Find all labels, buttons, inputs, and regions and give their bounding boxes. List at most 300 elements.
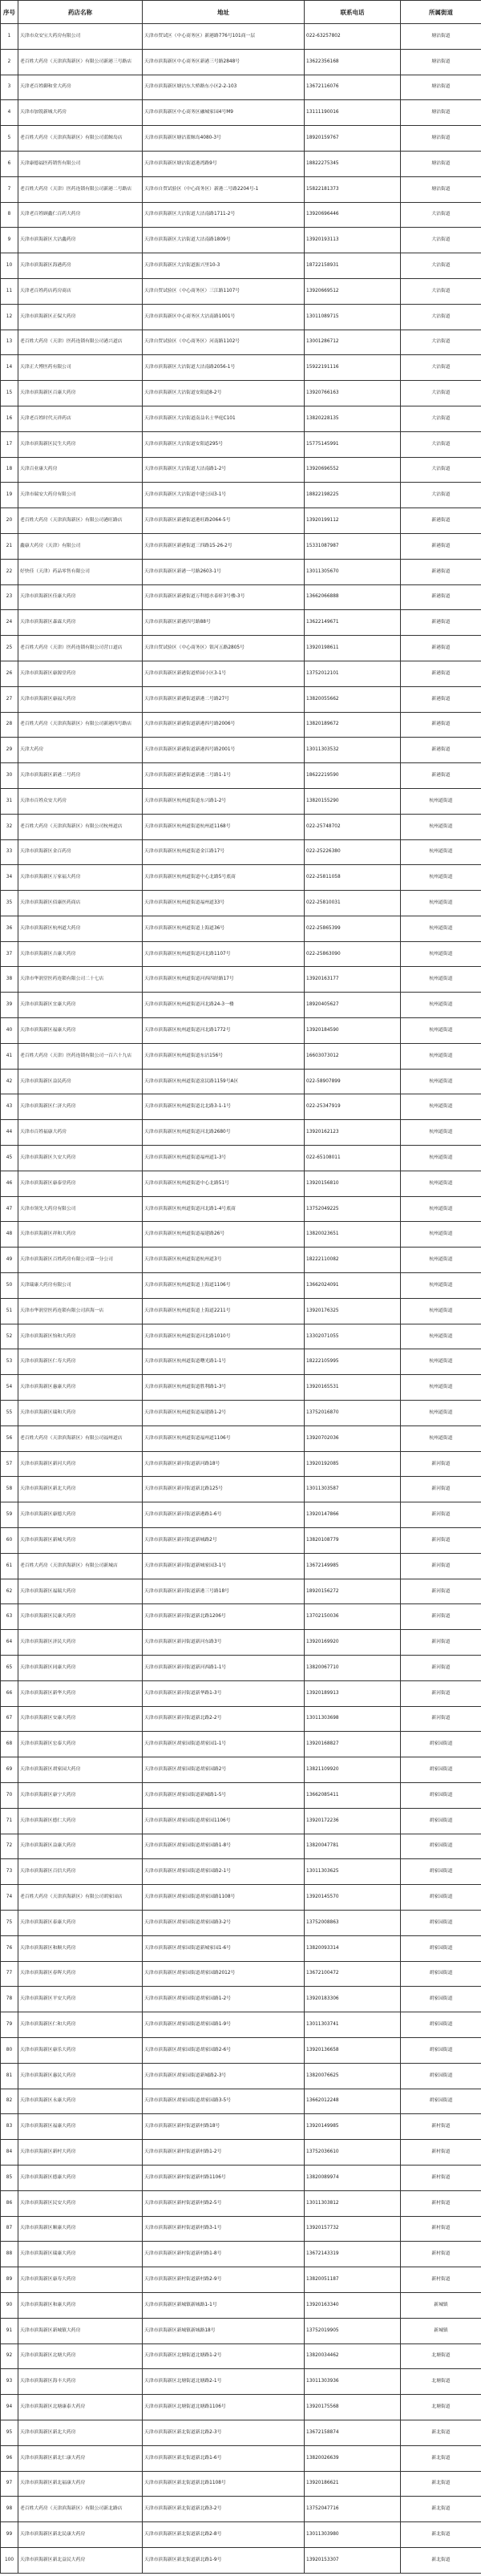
pharmacy-address: 天津市滨海新区新河街道新河路18号 bbox=[143, 1451, 305, 1477]
table-row bbox=[1, 202, 481, 228]
pharmacy-address: 天津市滨海新区胡家园街道胡家园1-1号 bbox=[143, 1732, 305, 1757]
pharmacy-address: 天津市滨海新区胡家园街道胡家园1106号 bbox=[143, 1808, 305, 1834]
table-row bbox=[1, 1935, 481, 1961]
table-row bbox=[1, 839, 481, 865]
pharmacy-name: 天津市滨海新区福康大药房 bbox=[18, 2114, 143, 2140]
pharmacy-address: 天津市滨海新区新北街道新北路1-6号 bbox=[143, 2445, 305, 2471]
row-seq: 65 bbox=[1, 1656, 18, 1681]
row-seq: 38 bbox=[1, 967, 18, 993]
pharmacy-phone: 13920147866 bbox=[305, 1502, 401, 1528]
table-row bbox=[1, 1553, 481, 1579]
pharmacy-street: 杭州道街道 bbox=[401, 1222, 481, 1248]
table-row bbox=[1, 1579, 481, 1604]
row-seq: 77 bbox=[1, 1961, 18, 1987]
pharmacy-name: 天津市滨海新区春晖大药房 bbox=[18, 1961, 143, 1987]
table-row bbox=[1, 1349, 481, 1375]
pharmacy-street: 杭州道街道 bbox=[401, 1196, 481, 1222]
pharmacy-street: 杭州道街道 bbox=[401, 1018, 481, 1044]
row-seq: 72 bbox=[1, 1834, 18, 1859]
pharmacy-phone: 022-25865399 bbox=[305, 916, 401, 941]
pharmacy-name: 天津市滨海新区杭州道大药房 bbox=[18, 916, 143, 941]
pharmacy-address: 天津市滨海新区胡家园街道胡家园路2012号 bbox=[143, 1961, 305, 1987]
table-row bbox=[1, 228, 481, 253]
pharmacy-name: 天津市滨海新区和康大药房 bbox=[18, 2292, 143, 2318]
pharmacy-street: 新港街道 bbox=[401, 712, 481, 738]
pharmacy-name: 天津市滨海新区福瑞大药房 bbox=[18, 1579, 143, 1604]
pharmacy-name: 老百姓大药房（天津滨海新区）有限公司港旺路店 bbox=[18, 508, 143, 534]
pharmacy-phone: 13820067710 bbox=[305, 1656, 401, 1681]
table-row bbox=[1, 483, 481, 508]
pharmacy-name: 天津市滨海新区康源堂药房 bbox=[18, 661, 143, 686]
pharmacy-street: 大沽街道 bbox=[401, 457, 481, 483]
pharmacy-phone: 13702150036 bbox=[305, 1604, 401, 1630]
table-row bbox=[1, 1069, 481, 1094]
pharmacy-address: 天津市滨海新区新河街道新港路1-6号 bbox=[143, 1502, 305, 1528]
table-row bbox=[1, 1910, 481, 1935]
pharmacy-street: 大沽街道 bbox=[401, 202, 481, 228]
pharmacy-name: 天津市滨海新区济民大药房 bbox=[18, 1630, 143, 1656]
pharmacy-street: 新北街道 bbox=[401, 2471, 481, 2497]
pharmacy-name: 天津市滨海新区百信大药房 bbox=[18, 1859, 143, 1885]
table-row bbox=[1, 2063, 481, 2089]
pharmacy-name: 天津市滨海新区新北大药房 bbox=[18, 1477, 143, 1502]
pharmacy-name: 天津市滨海新区金百药房 bbox=[18, 839, 143, 865]
pharmacy-name: 天津市滨海新区康福大药房 bbox=[18, 686, 143, 712]
table-row bbox=[1, 1604, 481, 1630]
table-row bbox=[1, 75, 481, 100]
table-row bbox=[1, 1324, 481, 1349]
pharmacy-phone: 13920183306 bbox=[305, 1987, 401, 2012]
pharmacy-street: 新港街道 bbox=[401, 584, 481, 610]
pharmacy-phone: 13820228135 bbox=[305, 406, 401, 431]
pharmacy-phone: 18822275345 bbox=[305, 151, 401, 176]
pharmacy-phone: 13662024091 bbox=[305, 1273, 401, 1299]
row-seq: 20 bbox=[1, 508, 18, 534]
pharmacy-phone: 13820023651 bbox=[305, 1222, 401, 1248]
pharmacy-address: 天津市滨海新区杭州道街道福州道1106号 bbox=[143, 1425, 305, 1451]
table-row bbox=[1, 1961, 481, 1987]
table-row bbox=[1, 304, 481, 330]
pharmacy-address: 天津市滨海新区新河街道新北路125号 bbox=[143, 1477, 305, 1502]
row-seq: 43 bbox=[1, 1094, 18, 1120]
pharmacy-street: 大沽街道 bbox=[401, 330, 481, 355]
pharmacy-address: 天津市滨海新区胡家园街道胡家园路3-2号 bbox=[143, 1910, 305, 1935]
table-row bbox=[1, 1018, 481, 1044]
table-row bbox=[1, 1094, 481, 1120]
pharmacy-name: 天津百业康大药房 bbox=[18, 457, 143, 483]
pharmacy-street: 胡家园街道 bbox=[401, 1885, 481, 1911]
row-seq: 63 bbox=[1, 1604, 18, 1630]
pharmacy-address: 天津市滨海新区新村街道新村路1-2号 bbox=[143, 2140, 305, 2166]
pharmacy-phone: 13820108779 bbox=[305, 1528, 401, 1554]
pharmacy-street: 胡家园街道 bbox=[401, 1834, 481, 1859]
row-seq: 87 bbox=[1, 2216, 18, 2242]
table-row bbox=[1, 431, 481, 457]
pharmacy-street: 塘沽街道 bbox=[401, 100, 481, 126]
table-row bbox=[1, 1401, 481, 1426]
pharmacy-address: 天津市滨海新区新河街道新北路2-2号 bbox=[143, 1706, 305, 1732]
pharmacy-street: 胡家园街道 bbox=[401, 1987, 481, 2012]
table-row bbox=[1, 2089, 481, 2114]
pharmacy-street: 塘沽街道 bbox=[401, 151, 481, 176]
pharmacy-phone: 13001286712 bbox=[305, 330, 401, 355]
pharmacy-address: 天津市滨海新区塘沽街道港湾路9号 bbox=[143, 151, 305, 176]
row-seq: 21 bbox=[1, 533, 18, 559]
pharmacy-name: 老百姓大药房（天津滨海新区）有限公司新北路店 bbox=[18, 2497, 143, 2522]
pharmacy-street: 新城镇 bbox=[401, 2292, 481, 2318]
pharmacy-phone: 13920189913 bbox=[305, 1680, 401, 1706]
pharmacy-name: 天津市滨海新区佰康医药商店 bbox=[18, 891, 143, 916]
pharmacy-phone: 15822181373 bbox=[305, 176, 401, 202]
pharmacy-name: 天津市滨海新区百姓药房有限公司第一分公司 bbox=[18, 1248, 143, 1273]
pharmacy-phone: 022-25811058 bbox=[305, 865, 401, 891]
pharmacy-address: 天津自贸试验区（中心商务区）三江路1107号 bbox=[143, 278, 305, 304]
pharmacy-street: 新村街道 bbox=[401, 2165, 481, 2190]
pharmacy-phone: 13672149985 bbox=[305, 1553, 401, 1579]
table-row bbox=[1, 610, 481, 636]
table-row bbox=[1, 891, 481, 916]
pharmacy-phone: 13820189672 bbox=[305, 712, 401, 738]
row-seq: 58 bbox=[1, 1477, 18, 1502]
pharmacy-phone: 13111190016 bbox=[305, 100, 401, 126]
pharmacy-street: 塘沽街道 bbox=[401, 75, 481, 100]
pharmacy-name: 天津市滨海新区永康大药房 bbox=[18, 2089, 143, 2114]
pharmacy-address: 天津市滨海新区杭州道街道上海道1106号 bbox=[143, 1273, 305, 1299]
pharmacy-phone: 13672116076 bbox=[305, 75, 401, 100]
pharmacy-phone: 13011305670 bbox=[305, 559, 401, 584]
pharmacy-street: 新北街道 bbox=[401, 2420, 481, 2445]
row-seq: 34 bbox=[1, 865, 18, 891]
row-seq: 31 bbox=[1, 788, 18, 814]
pharmacy-name: 天津市滨海新区仁济大药房 bbox=[18, 1094, 143, 1120]
row-seq: 84 bbox=[1, 2140, 18, 2166]
pharmacy-phone: 18722158931 bbox=[305, 253, 401, 279]
pharmacy-address: 天津市滨海新区新城镇新城路18号 bbox=[143, 2318, 305, 2343]
pharmacy-street: 大沽街道 bbox=[401, 381, 481, 406]
row-seq: 79 bbox=[1, 2012, 18, 2038]
pharmacy-street: 杭州道街道 bbox=[401, 1146, 481, 1171]
pharmacy-phone: 13820026639 bbox=[305, 2445, 401, 2471]
pharmacy-name: 天津市滨海新区新港二号药房 bbox=[18, 763, 143, 789]
table-row bbox=[1, 100, 481, 126]
pharmacy-phone: 13672158874 bbox=[305, 2420, 401, 2445]
pharmacy-address: 天津市滨海新区新港街道三四路15-26-2号 bbox=[143, 533, 305, 559]
row-seq: 13 bbox=[1, 330, 18, 355]
table-row bbox=[1, 24, 481, 50]
pharmacy-street: 杭州道街道 bbox=[401, 1094, 481, 1120]
table-row bbox=[1, 1834, 481, 1859]
pharmacy-phone: 022-65108011 bbox=[305, 1146, 401, 1171]
table-row bbox=[1, 1171, 481, 1196]
pharmacy-name: 天津市滨海新区康德大药房 bbox=[18, 1502, 143, 1528]
table-row bbox=[1, 278, 481, 304]
pharmacy-name: 天津市滨海新区顺康大药房 bbox=[18, 2216, 143, 2242]
pharmacy-address: 天津市滨海新区新港街道新港二号路1-1号 bbox=[143, 763, 305, 789]
pharmacy-phone: 18222110082 bbox=[305, 1248, 401, 1273]
pharmacy-name: 天津市滨海新区惠民大药房 bbox=[18, 2063, 143, 2089]
row-seq: 49 bbox=[1, 1248, 18, 1273]
pharmacy-name: 老百姓大药房（天津滨海新区）有限公司新港三号路店 bbox=[18, 49, 143, 75]
pharmacy-street: 新河街道 bbox=[401, 1553, 481, 1579]
pharmacy-name: 天津市滨海新区怡和大药房 bbox=[18, 1324, 143, 1349]
row-seq: 5 bbox=[1, 126, 18, 152]
pharmacy-name: 天津正大博医药有限公司 bbox=[18, 355, 143, 381]
table-row bbox=[1, 2216, 481, 2242]
pharmacy-address: 天津市滨海新区塘沽东大桥路东小区2-2-103 bbox=[143, 75, 305, 100]
table-row bbox=[1, 1120, 481, 1146]
pharmacy-name: 天津市滨海新区新村大药房 bbox=[18, 2140, 143, 2166]
pharmacy-street: 新河街道 bbox=[401, 1680, 481, 1706]
pharmacy-address: 天津市滨海新区新港一号路2603-1号 bbox=[143, 559, 305, 584]
table-row bbox=[1, 1451, 481, 1477]
pharmacy-name: 天津市滨海新区德仁大药房 bbox=[18, 1808, 143, 1834]
pharmacy-address: 天津市滨海新区中心商务区大沽南路1001号 bbox=[143, 304, 305, 330]
row-seq: 24 bbox=[1, 610, 18, 636]
pharmacy-name: 天津市滨海新区康泰堂药房 bbox=[18, 1171, 143, 1196]
row-seq: 83 bbox=[1, 2114, 18, 2140]
row-seq: 82 bbox=[1, 2089, 18, 2114]
pharmacy-name: 好快佳（天津）药品零售有限公司 bbox=[18, 559, 143, 584]
row-seq: 53 bbox=[1, 1349, 18, 1375]
table-row bbox=[1, 1706, 481, 1732]
pharmacy-street: 新港街道 bbox=[401, 508, 481, 534]
row-seq: 91 bbox=[1, 2318, 18, 2343]
pharmacy-name: 天津瑞康大药房有限公司 bbox=[18, 1273, 143, 1299]
row-seq: 64 bbox=[1, 1630, 18, 1656]
pharmacy-street: 大沽街道 bbox=[401, 483, 481, 508]
table-row bbox=[1, 1528, 481, 1554]
pharmacy-phone: 13920186621 bbox=[305, 2471, 401, 2497]
row-seq: 90 bbox=[1, 2292, 18, 2318]
pharmacy-street: 大沽街道 bbox=[401, 355, 481, 381]
table-row bbox=[1, 865, 481, 891]
table-row bbox=[1, 176, 481, 202]
table-row bbox=[1, 2267, 481, 2293]
row-seq: 88 bbox=[1, 2242, 18, 2267]
pharmacy-address: 天津市滨海新区新河街道新河西路1-1号 bbox=[143, 1656, 305, 1681]
row-seq: 80 bbox=[1, 2037, 18, 2063]
pharmacy-street: 胡家园街道 bbox=[401, 2012, 481, 2038]
pharmacy-phone: 13920136658 bbox=[305, 2037, 401, 2063]
pharmacy-street: 胡家园街道 bbox=[401, 1732, 481, 1757]
pharmacy-phone: 13011303936 bbox=[305, 2369, 401, 2395]
row-seq: 12 bbox=[1, 304, 18, 330]
pharmacy-street: 新河街道 bbox=[401, 1604, 481, 1630]
pharmacy-street: 塘沽街道 bbox=[401, 49, 481, 75]
row-seq: 14 bbox=[1, 355, 18, 381]
row-seq: 71 bbox=[1, 1808, 18, 1834]
pharmacy-name: 天津市滨海新区新城镇大药房 bbox=[18, 2318, 143, 2343]
pharmacy-name: 天津市滨海新区百康大药房 bbox=[18, 381, 143, 406]
table-row bbox=[1, 1630, 481, 1656]
pharmacy-phone: 13752008863 bbox=[305, 1910, 401, 1935]
table-row bbox=[1, 738, 481, 763]
pharmacy-phone: 022-25810031 bbox=[305, 891, 401, 916]
table-row bbox=[1, 253, 481, 279]
pharmacy-name: 老百姓大药房（天津滨海新区）有限公司蓝鲸岛店 bbox=[18, 126, 143, 152]
pharmacy-address: 天津市滨海新区新村街道新村路3-1号 bbox=[143, 2216, 305, 2242]
row-seq: 93 bbox=[1, 2369, 18, 2395]
table-row bbox=[1, 559, 481, 584]
pharmacy-phone: 13920193113 bbox=[305, 228, 401, 253]
pharmacy-name: 天津市滨海新区德康大药房 bbox=[18, 2165, 143, 2190]
row-seq: 16 bbox=[1, 406, 18, 431]
table-row bbox=[1, 2497, 481, 2522]
pharmacy-name: 天津市华润堂医药连锁有限公司滨海一店 bbox=[18, 1298, 143, 1324]
table-row bbox=[1, 2343, 481, 2369]
pharmacy-phone: 13920157732 bbox=[305, 2216, 401, 2242]
pharmacy-street: 新北街道 bbox=[401, 2497, 481, 2522]
pharmacy-phone: 13820051187 bbox=[305, 2267, 401, 2293]
pharmacy-phone: 13752036610 bbox=[305, 2140, 401, 2166]
pharmacy-address: 天津市滨海新区新北街道新北路2-3号 bbox=[143, 2420, 305, 2445]
header-street: 所属街道 bbox=[401, 1, 481, 24]
pharmacy-street: 北塘街道 bbox=[401, 2395, 481, 2420]
pharmacy-phone: 022-25226380 bbox=[305, 839, 401, 865]
pharmacy-phone: 13662085411 bbox=[305, 1782, 401, 1808]
pharmacy-street: 杭州道街道 bbox=[401, 1375, 481, 1401]
row-seq: 11 bbox=[1, 278, 18, 304]
pharmacy-address: 天津市滨海新区杭州道街道河北路1107号 bbox=[143, 941, 305, 967]
pharmacy-phone: 13920163177 bbox=[305, 967, 401, 993]
pharmacy-street: 杭州道街道 bbox=[401, 814, 481, 839]
pharmacy-name: 天津市滨海新区海丰大药房 bbox=[18, 2369, 143, 2395]
pharmacy-street: 杭州道街道 bbox=[401, 1349, 481, 1375]
row-seq: 47 bbox=[1, 1196, 18, 1222]
table-row bbox=[1, 2369, 481, 2395]
pharmacy-name: 天津市滨海新区安康大药房 bbox=[18, 1706, 143, 1732]
pharmacy-address: 天津市滨海新区杭州道街道河北路1-4号底商 bbox=[143, 1196, 305, 1222]
pharmacy-address: 天津市自贸试验区（中心商务区）新港二号路2204号-1 bbox=[143, 176, 305, 202]
table-row bbox=[1, 2395, 481, 2420]
pharmacy-street: 杭州道街道 bbox=[401, 1324, 481, 1349]
row-seq: 25 bbox=[1, 636, 18, 661]
pharmacy-address: 天津市滨海新区大沽街道大沽南路1-2号 bbox=[143, 457, 305, 483]
row-seq: 97 bbox=[1, 2471, 18, 2497]
row-seq: 39 bbox=[1, 993, 18, 1018]
pharmacy-phone: 13920192085 bbox=[305, 1451, 401, 1477]
pharmacy-name: 天津老百姓顾鑫仁百药大药房 bbox=[18, 202, 143, 228]
table-row bbox=[1, 2445, 481, 2471]
table-row bbox=[1, 1375, 481, 1401]
pharmacy-phone: 13662066888 bbox=[305, 584, 401, 610]
row-seq: 51 bbox=[1, 1298, 18, 1324]
pharmacy-street: 北塘街道 bbox=[401, 2369, 481, 2395]
pharmacy-name: 老百姓大药房（天津滨海新区）有限公司新港四号路店 bbox=[18, 712, 143, 738]
row-seq: 59 bbox=[1, 1502, 18, 1528]
pharmacy-address: 天津市滨海新区新河街道新城家园3-1号 bbox=[143, 1553, 305, 1579]
pharmacy-name: 天津市加锐新城大药房 bbox=[18, 100, 143, 126]
pharmacy-phone: 13920175568 bbox=[305, 2395, 401, 2420]
pharmacy-street: 胡家园街道 bbox=[401, 1808, 481, 1834]
pharmacy-phone: 18920405627 bbox=[305, 993, 401, 1018]
table-row bbox=[1, 2471, 481, 2497]
pharmacy-street: 大沽街道 bbox=[401, 406, 481, 431]
pharmacy-address: 天津市滨海新区杭州道街道上海道2211号 bbox=[143, 1298, 305, 1324]
table-row bbox=[1, 1656, 481, 1681]
pharmacy-phone: 13011303698 bbox=[305, 1706, 401, 1732]
pharmacy-phone: 13920165531 bbox=[305, 1375, 401, 1401]
row-seq: 60 bbox=[1, 1528, 18, 1554]
pharmacy-name: 天津市滨海新区同康大药房 bbox=[18, 1656, 143, 1681]
table-row bbox=[1, 2190, 481, 2216]
pharmacy-street: 胡家园街道 bbox=[401, 2063, 481, 2089]
pharmacy-address: 天津市滨海新区杭州道街道河北路2680号 bbox=[143, 1120, 305, 1146]
pharmacy-street: 新北街道 bbox=[401, 2547, 481, 2573]
pharmacy-address: 天津市滨海新区新港街道新港四号路2006号 bbox=[143, 712, 305, 738]
pharmacy-street: 新港街道 bbox=[401, 686, 481, 712]
pharmacy-phone: 13011089715 bbox=[305, 304, 401, 330]
pharmacy-name: 天津市滨海新区正保大药房 bbox=[18, 304, 143, 330]
pharmacy-name: 天津市滨海新区万家福大药房 bbox=[18, 865, 143, 891]
pharmacy-street: 塘沽街道 bbox=[401, 126, 481, 152]
row-seq: 37 bbox=[1, 941, 18, 967]
pharmacy-phone: 13672143319 bbox=[305, 2242, 401, 2267]
pharmacy-name: 天津市滨海新区康宁大药房 bbox=[18, 1782, 143, 1808]
pharmacy-street: 新城镇 bbox=[401, 2318, 481, 2343]
pharmacy-phone: 13920153307 bbox=[305, 2547, 401, 2573]
pharmacy-phone: 13622356168 bbox=[305, 49, 401, 75]
table-row bbox=[1, 381, 481, 406]
table-row bbox=[1, 967, 481, 993]
pharmacy-street: 新港街道 bbox=[401, 636, 481, 661]
pharmacy-address: 天津市滨海新区大沽街道安阳道295号 bbox=[143, 431, 305, 457]
pharmacy-street: 新河街道 bbox=[401, 1579, 481, 1604]
pharmacy-address: 天津市滨海新区杭州道街道金江路17号 bbox=[143, 839, 305, 865]
table-row bbox=[1, 355, 481, 381]
pharmacy-street: 胡家园街道 bbox=[401, 1757, 481, 1783]
pharmacy-street: 杭州道街道 bbox=[401, 839, 481, 865]
pharmacy-address: 天津市滨海新区新村街道新村路1-8号 bbox=[143, 2242, 305, 2267]
row-seq: 67 bbox=[1, 1706, 18, 1732]
pharmacy-address: 天津市滨海新区中心商务区融城家园4号M9 bbox=[143, 100, 305, 126]
pharmacy-name: 老百姓大药房（天津滨海新区）有限公司新城店 bbox=[18, 1553, 143, 1579]
pharmacy-phone: 13920169920 bbox=[305, 1630, 401, 1656]
pharmacy-street: 新村街道 bbox=[401, 2267, 481, 2293]
table-row bbox=[1, 763, 481, 789]
pharmacy-phone: 022-25863090 bbox=[305, 941, 401, 967]
table-row bbox=[1, 941, 481, 967]
pharmacy-name: 天津市滨海新区康乐大药房 bbox=[18, 2037, 143, 2063]
pharmacy-phone: 13920198611 bbox=[305, 636, 401, 661]
pharmacy-name: 天津市滨海新区新北益民大药房 bbox=[18, 2547, 143, 2573]
table-row bbox=[1, 1146, 481, 1171]
row-seq: 26 bbox=[1, 661, 18, 686]
pharmacy-address: 天津市滨海新区杭州道街道福州道33号 bbox=[143, 891, 305, 916]
table-row bbox=[1, 2318, 481, 2343]
pharmacy-name: 天津市滨海新区惠康大药房 bbox=[18, 1375, 143, 1401]
pharmacy-street: 新村街道 bbox=[401, 2114, 481, 2140]
pharmacy-street: 新北街道 bbox=[401, 2445, 481, 2471]
table-row bbox=[1, 1477, 481, 1502]
row-seq: 35 bbox=[1, 891, 18, 916]
pharmacy-street: 新村街道 bbox=[401, 2140, 481, 2166]
pharmacy-street: 杭州道街道 bbox=[401, 891, 481, 916]
pharmacy-street: 杭州道街道 bbox=[401, 1069, 481, 1094]
pharmacy-address: 天津市滨海新区新河街道新城路2号 bbox=[143, 1528, 305, 1554]
pharmacy-phone: 13752019905 bbox=[305, 2318, 401, 2343]
pharmacy-phone: 13920156810 bbox=[305, 1171, 401, 1196]
pharmacy-street: 杭州道街道 bbox=[401, 1171, 481, 1196]
pharmacy-name: 老百姓大药房（天津）医药连锁有限公司营口道店 bbox=[18, 636, 143, 661]
pharmacy-address: 天津市滨海新区杭州道街道福建路26号 bbox=[143, 1222, 305, 1248]
pharmacy-name: 天津老百姓御和堂大药房 bbox=[18, 75, 143, 100]
pharmacy-phone: 13920168827 bbox=[305, 1732, 401, 1757]
pharmacy-name: 天津市滨海新区祥和大药房 bbox=[18, 1222, 143, 1248]
table-row bbox=[1, 1425, 481, 1451]
pharmacy-street: 杭州道街道 bbox=[401, 1248, 481, 1273]
table-row bbox=[1, 712, 481, 738]
